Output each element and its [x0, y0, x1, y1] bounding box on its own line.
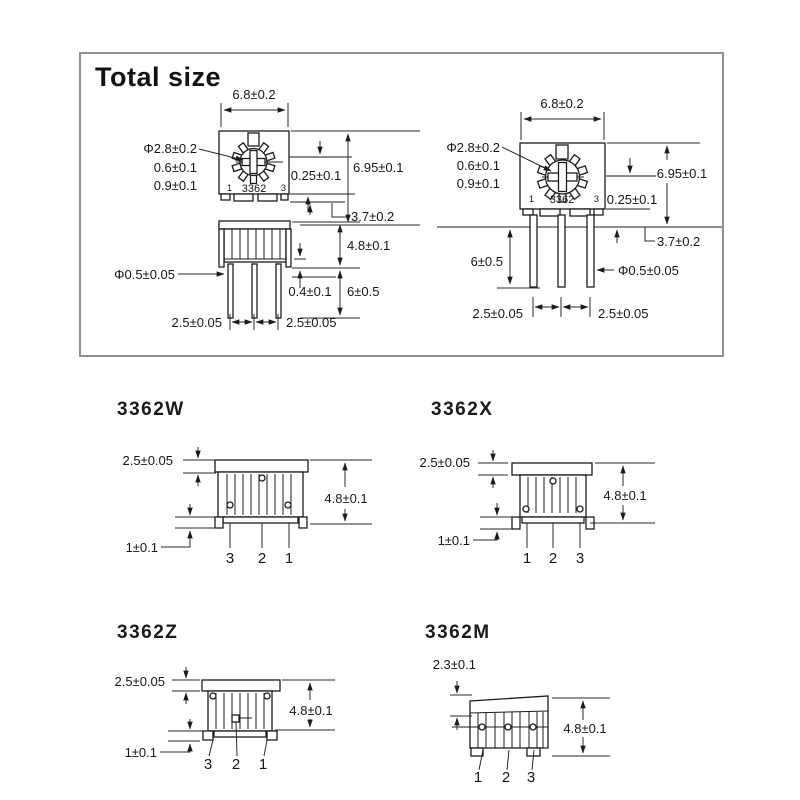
leads — [228, 264, 281, 318]
dim-shoulder-label: 0.4±0.1 — [288, 284, 332, 299]
marking-model: 3362 — [549, 194, 575, 206]
pin-label: 2 — [501, 769, 511, 786]
pin-label: 1 — [473, 769, 483, 786]
dim-standoff — [617, 227, 700, 249]
variant-title-3362x: 3362X — [431, 399, 494, 420]
dim-slot-label: 0.6±0.1 — [456, 158, 500, 173]
variant-3362z-drawing — [80, 650, 400, 800]
body — [512, 463, 594, 529]
dim-pitch-left-label: 2.5±0.05 — [472, 306, 523, 321]
dim-slot-label: 0.6±0.1 — [153, 160, 197, 175]
dim-pitch-left-label: 2.5±0.05 — [171, 315, 222, 330]
dim-height-label: 4.8±0.1 — [289, 703, 333, 718]
pin-leaders — [226, 523, 293, 567]
pin-label: 1 — [522, 550, 532, 567]
dim-total-height-label: 6.95±0.1 — [656, 166, 708, 181]
front-view — [520, 143, 605, 216]
dim-height — [275, 680, 335, 730]
dim-total-height-label: 6.95±0.1 — [353, 160, 404, 175]
dim-top-label: 2.5±0.05 — [114, 674, 165, 689]
dim-width-label: 6.8±0.2 — [232, 87, 276, 102]
dim-pin-dia — [597, 263, 679, 278]
dim-top-label: 2.5±0.05 — [419, 455, 470, 470]
dim-offset — [289, 141, 355, 212]
dim-top-label: 2.5±0.05 — [122, 453, 173, 468]
dim-offset — [606, 158, 657, 209]
dim-total-height — [607, 143, 707, 224]
dim-body-depth-label: 4.8±0.1 — [347, 238, 391, 253]
dim-slot2-label: 0.9±0.1 — [153, 178, 197, 193]
pin-label: 1 — [284, 550, 294, 567]
marking-pin1: 1 — [227, 183, 233, 193]
dim-offset-label: 0.25±0.1 — [290, 168, 342, 183]
dim-offset-label: 0.25±0.1 — [606, 192, 658, 207]
dim-standoff-label: 3.7±0.2 — [657, 234, 701, 249]
dim-top — [122, 447, 216, 486]
dim-pitch-right-label: 2.5±0.05 — [598, 306, 649, 321]
pin-label: 1 — [258, 756, 268, 773]
dim-pitch — [171, 314, 336, 330]
leads — [530, 215, 594, 287]
body — [202, 680, 280, 740]
pin-label: 3 — [203, 756, 213, 773]
pin-leaders — [523, 523, 584, 567]
dim-pin-length-label: 6±0.5 — [470, 254, 503, 269]
dim-bottom — [438, 503, 514, 548]
variant-3362m-drawing — [400, 645, 720, 795]
dim-height — [310, 460, 372, 524]
dim-bottom — [126, 504, 216, 555]
dim-pitch-right-label: 2.5±0.05 — [286, 315, 337, 330]
side-view — [219, 221, 291, 318]
dim-top-label: 2.3±0.1 — [432, 657, 476, 672]
pin-label: 2 — [231, 756, 241, 773]
variant-title-3362m: 3362M — [425, 622, 491, 643]
marking-model: 3362 — [241, 183, 267, 195]
dim-body-depth — [292, 222, 390, 268]
dim-pitch — [472, 297, 648, 321]
dim-bottom — [125, 719, 204, 760]
dim-height — [552, 698, 610, 756]
dim-bottom-label: 1±0.1 — [437, 533, 470, 548]
marking-pin1: 1 — [529, 194, 535, 204]
dim-bottom-label: 1±0.1 — [124, 745, 157, 760]
dim-height — [590, 463, 655, 523]
dim-rotor-dia-label: Φ2.8±0.2 — [446, 140, 500, 155]
dim-pin-dia — [114, 267, 224, 282]
dim-rotor-dia-label: Φ2.8±0.2 — [143, 141, 197, 156]
dim-width-label: 6.8±0.2 — [540, 96, 584, 111]
dim-standoff — [310, 203, 394, 224]
dim-pin-dia-label: Φ0.5±0.05 — [114, 267, 175, 282]
dim-bottom-label: 1±0.1 — [125, 540, 158, 555]
pin-label: 2 — [257, 550, 267, 567]
total-size-left-unit-drawing — [95, 80, 425, 335]
body — [452, 696, 548, 756]
dim-top — [114, 667, 200, 704]
variant-3362x-drawing — [398, 425, 718, 585]
pin-label: 3 — [575, 550, 585, 567]
variant-title-3362w: 3362W — [117, 399, 185, 420]
total-size-title: Total size — [95, 62, 222, 92]
pin-label: 2 — [548, 550, 558, 567]
dim-slot2-label: 0.9±0.1 — [456, 176, 500, 191]
dim-pin-dia-label: Φ0.5±0.05 — [618, 263, 679, 278]
marking-pin3: 3 — [594, 194, 600, 204]
dim-height-label: 4.8±0.1 — [324, 491, 368, 506]
body — [215, 460, 308, 528]
dim-height-label: 4.8±0.1 — [563, 721, 607, 736]
dim-standoff-label: 3.7±0.2 — [351, 209, 395, 224]
dim-shoulder — [288, 271, 336, 299]
dim-width — [221, 87, 288, 127]
marking-pin3: 3 — [281, 183, 287, 193]
variant-title-3362z: 3362Z — [117, 622, 179, 643]
dim-pin-length-label: 6±0.5 — [347, 284, 380, 299]
pin-label: 3 — [526, 769, 536, 786]
dim-width — [521, 96, 604, 140]
front-view — [219, 131, 289, 201]
dim-top — [419, 450, 508, 488]
variant-3362w-drawing — [80, 425, 400, 585]
dim-height-label: 4.8±0.1 — [603, 488, 647, 503]
pin-label: 3 — [225, 550, 235, 567]
total-size-right-unit-drawing — [430, 85, 730, 335]
